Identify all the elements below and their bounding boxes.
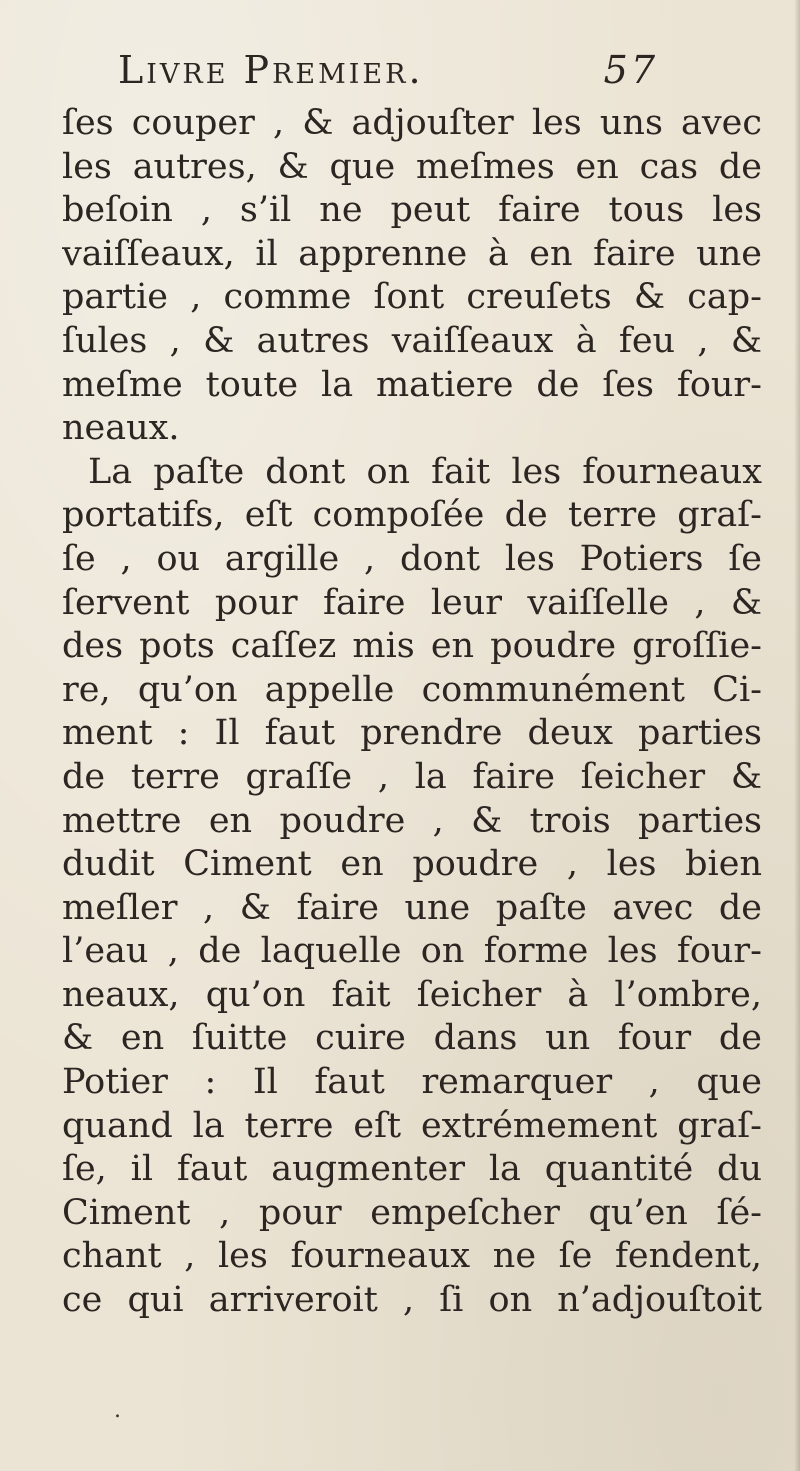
- text-line: ſes couper , & adjouſter les uns avec: [62, 103, 762, 143]
- text-line: des pots caſſez mis en poudre groſſie-: [62, 626, 762, 667]
- text-line: ſe, il faut augmenter la quantité du: [62, 1149, 762, 1190]
- page-edge-shadow: [794, 0, 800, 1471]
- signature-mark: .: [114, 1398, 121, 1423]
- text-line: l’eau , de laquelle on forme les four-: [62, 931, 762, 972]
- body-text: [62, 102, 762, 1323]
- text-line: quand la terre eſt extrémement graſ-: [62, 1105, 762, 1146]
- text-line: neaux, qu’on fait ſeicher à l’ombre,: [62, 974, 762, 1015]
- text-line: ſervent pour faire leur vaiſſelle , &: [62, 582, 762, 623]
- text-line: dudit Ciment en poudre , les bien: [62, 844, 762, 885]
- text-line: re, qu’on appelle communément Ci-: [62, 669, 762, 710]
- text-line: beſoin , s’il ne peut faire tous les: [62, 190, 762, 231]
- text-line: vaiſſeaux, il apprenne à en faire une: [62, 233, 762, 274]
- text-line: ſe , ou argille , dont les Potiers ſe: [62, 538, 762, 579]
- text-line: les autres, & que meſmes en cas de: [62, 146, 762, 187]
- text-line: de terre graſſe , la faire ſeicher &: [62, 756, 762, 797]
- text-line: chant , les fourneaux ne ſe fendent,: [62, 1236, 762, 1277]
- page-header: [118, 48, 658, 98]
- text-line: partie , comme ſont creuſets & cap-: [62, 277, 762, 318]
- running-title: Livre Premier.: [118, 48, 424, 92]
- text-line: Potier : Il faut remarquer , que: [62, 1062, 762, 1103]
- text-line: & en ſuitte cuire dans un four de: [62, 1018, 762, 1059]
- text-line: mettre en poudre , & trois parties: [62, 800, 762, 841]
- text-line: meſme toute la matiere de ſes four-: [62, 364, 762, 405]
- page-number: 57: [603, 48, 658, 92]
- text-line: neaux.: [62, 408, 180, 449]
- text-line: meſler , & faire une paſte avec de: [62, 887, 762, 928]
- text-line: ſules , & autres vaiſſeaux à feu , &: [62, 320, 762, 361]
- text-line: Ciment , pour empeſcher qu’en ſé-: [62, 1192, 762, 1233]
- text-line: ment : Il faut prendre deux parties: [62, 713, 762, 754]
- text-line: ce qui arriveroit , ſi on n’adjouſtoit: [62, 1280, 762, 1321]
- text-line: portatifs, eſt compoſée de terre graſ-: [62, 495, 762, 536]
- paragraph-start-line: La paſte dont on fait les fourneaux: [88, 451, 762, 492]
